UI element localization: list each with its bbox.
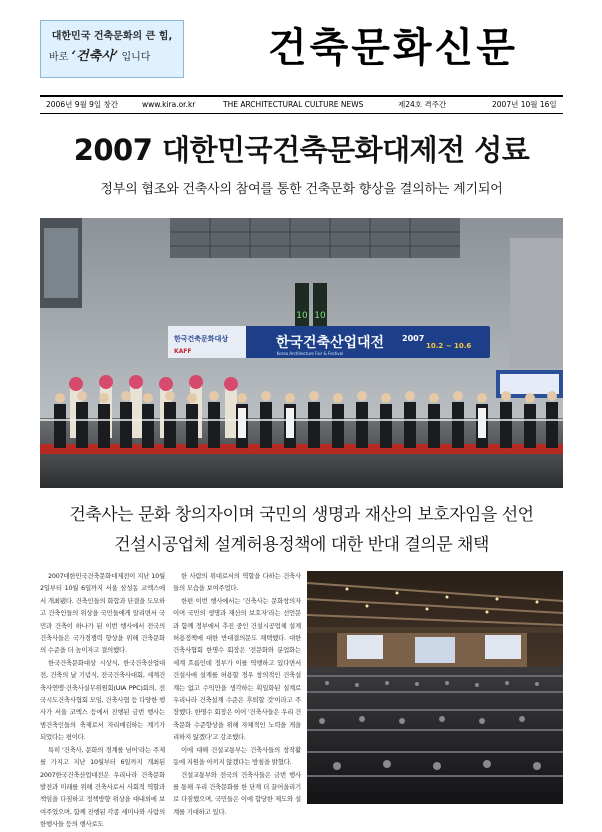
banner-dates: 10.2 ~ 10.6: [426, 342, 472, 350]
sign-number-right: 10: [314, 311, 326, 321]
paragraph: 이에 대해 건설교통부는 건축사들의 창작활동에 지원을 아끼지 않겠다는 방침을 밝혔다.: [173, 745, 301, 767]
banner-year: 2007: [402, 334, 425, 343]
founded-date: 2006년 9월 9일 창간: [46, 100, 119, 109]
body-column-1: [40, 570, 165, 829]
bottom-rule: [40, 113, 563, 114]
headline: 2007 대한민국건축문화대제전 성료: [73, 133, 530, 167]
paragraph: 특히 '건축사, 문화의 경계를 넘어'라는 주제를 가지고 지난 10월부터 6일까지 개최된 2007한국건축산업대전은 우리나라 건축문화 발전과 미래를 위해 건축사로서 사회적 역할과 책임을 다짐하고 정책방향 위상을 대내외에 보여주었으며, 함께 진행된 각종 세미나와 사람의 한행사들 등의 행사로도: [40, 745, 165, 829]
slogan-line1: 대한민국 건축문화의 큰 힘,: [51, 31, 173, 42]
paragraph: 한편 이번 행사에서는 '건축사는 문화창의자이며 국민의 생명과 재산의 보호자'라는 선언문과 함께 정부에서 추진 중인 건설시공업체 설계허용정책에 대한 반대결의문도 채택했다. 대한건축사협회 한명수 회장은 '전문화와 분업화는 세계 흐름인데 정부가 이를 역행하고 있다면서 건설사에 설계를 허용할 경우 창의적인 건축설계는 없고 수익만을 생각하는 획일화된 설계로 우리나라 건축설계 수준은 후퇴할 것'이라고 주장했다. 한명수 회장은 이어 '건축사들은 우리 건축문화 수준향상을 위해 자체적인 노력을 게을리하지 않겠다'고 강조했다.: [173, 596, 301, 742]
slogan-prefix: 바로: [49, 52, 69, 63]
website-link[interactable]: www.kira.or.kr: [142, 100, 196, 109]
tertiary-headline: 건설시공업체 설계허용정책에 대한 반대 결의문 채택: [114, 535, 489, 555]
issue-date: 2007년 10월 16일: [492, 100, 557, 109]
masthead: 건축문화신문: [268, 24, 518, 71]
issue-number: 제24호 격주간: [398, 100, 447, 109]
slogan-brand: ‘건축사’: [71, 49, 119, 64]
paragraph: 건설교통부와 전국의 건축사들은 금번 행사를 통해 우리 건축문화를 한 단계 더 끌어올리기로 다짐했으며, 국민들은 이에 합당한 제도와 설계를 기대하고 있다.: [173, 770, 301, 816]
paragraph: 한 사람의 위대로서의 역할을 다하는 건축사들의 모습을 보여주었다.: [173, 572, 301, 593]
secondary-headline: 건축사는 문화 창의자이며 국민의 생명과 재산의 보호자임을 선언: [69, 505, 534, 525]
kaff-logo: KAFF: [174, 348, 192, 355]
ceremony-photo: [40, 218, 563, 488]
english-title: THE ARCHITECTURAL CULTURE NEWS: [223, 100, 364, 109]
banner-sub: Korea Architecture Fair & Festival: [276, 351, 344, 356]
sign-number-left: 10: [296, 311, 308, 321]
convention-hall-photo: [307, 571, 563, 804]
paragraph: 2007대한민국건축문화대제전이 지난 10월 2일부터 10월 6일까지 서울 삼성동 코엑스에서 개최됐다. 건축인들의 화합과 단결을 도모하고 건축인들의 위상을 국민들에게 알리면서 국민과 건축이 하나가 된 이번 행사에서 전국의 건축사들은 국가경쟁력 향상을 위해 건축문화의 수준을 더 높이자고 결의했다.: [40, 572, 165, 655]
banner-left-title: 한국건축문화대상: [174, 335, 229, 343]
body-column-2: [173, 570, 301, 816]
paragraph: 한국건축문화대상 시상식, 한국건축산업대전, 건축의 날 기념식, 전국건축사대회, 세계건축사연맹·건축사실무위원회(UIA PPC)회의, 전국시도건축사협회 모임, 건축사협 등 다양한 행사가 서울 코엑스 등에서 진행된 금번 행사는 범건축인들의 축제로서 자리매김하는 계기가 되었다는 평이다.: [40, 658, 165, 742]
slogan-line2: [49, 47, 175, 68]
slogan-box: [40, 20, 184, 78]
info-bar: [40, 97, 563, 113]
banner-main-title: 한국건축산업대전: [275, 335, 385, 351]
subheadline: 정부의 협조와 건축사의 참여를 통한 건축문화 향상을 결의하는 계기되어: [100, 182, 503, 197]
slogan-suffix: 입니다: [121, 52, 151, 63]
